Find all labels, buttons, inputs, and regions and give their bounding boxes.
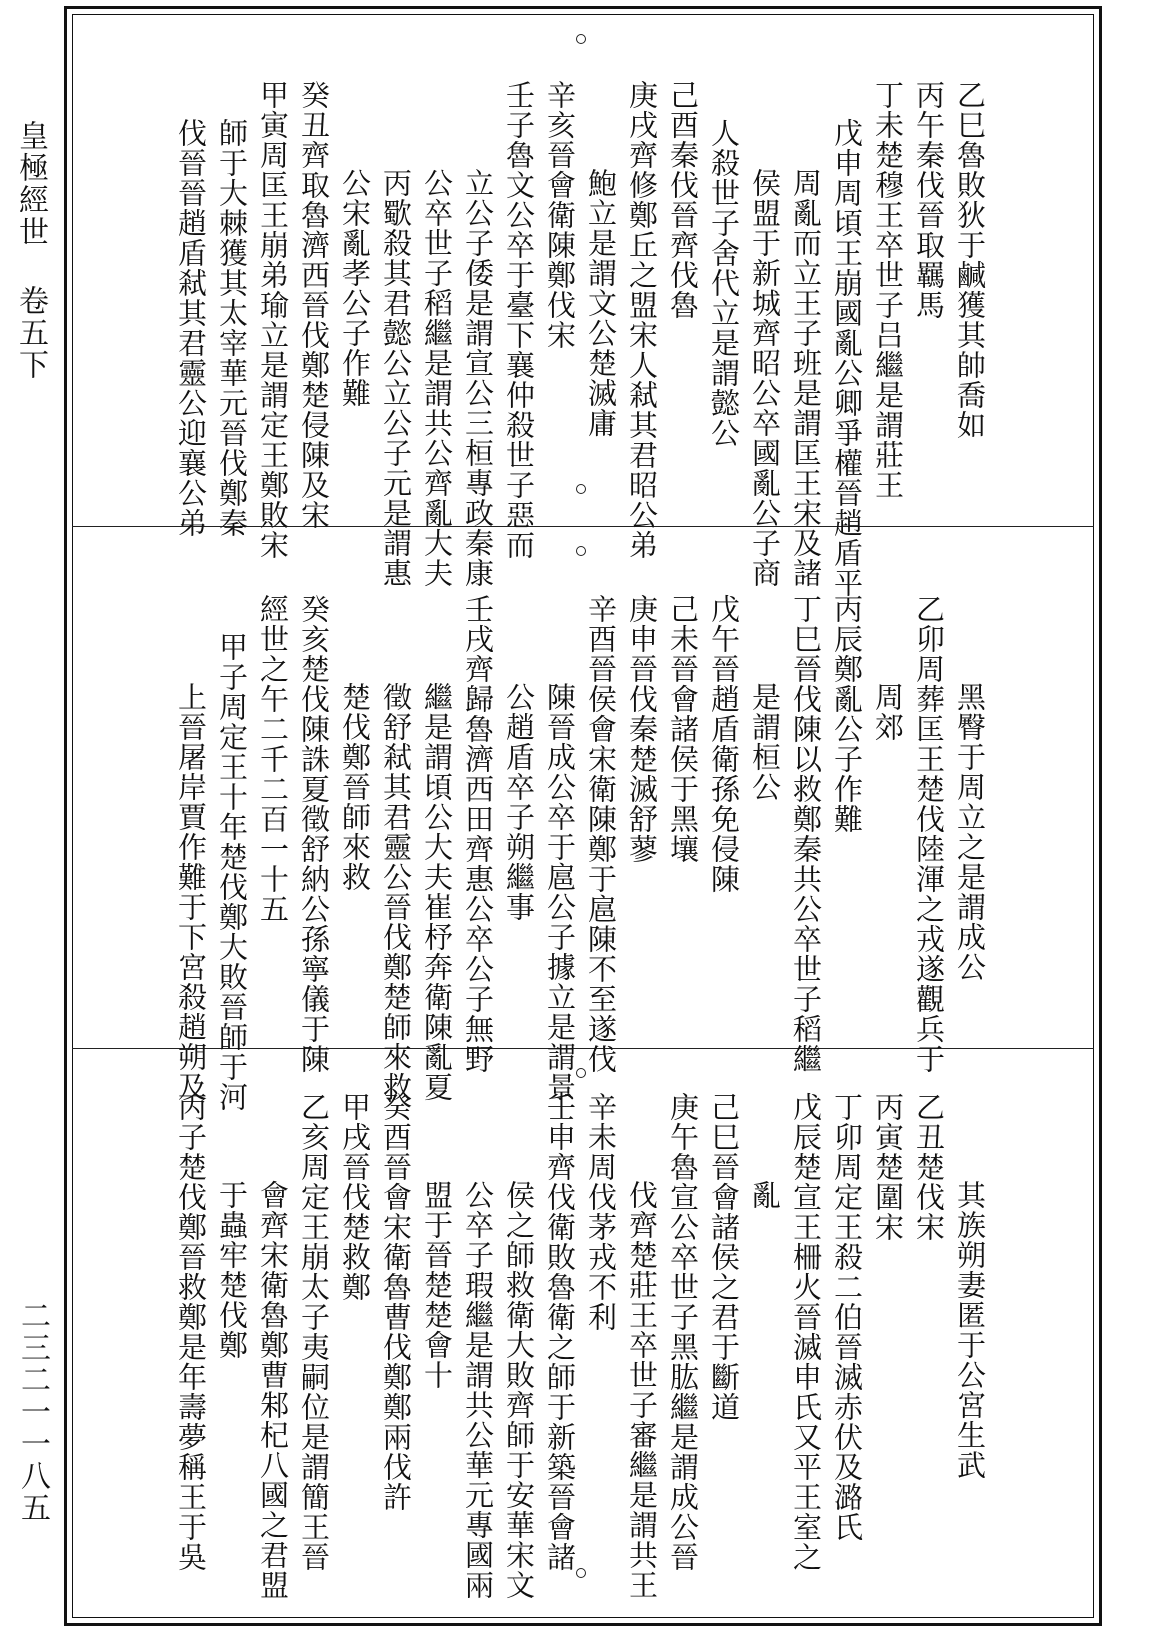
text-column: 丙子楚伐鄭晉救鄭是年壽夢稱王于吳 [174,1092,208,1572]
text-column: 庚午魯宣公卒世子黑肱繼是謂成公晉 [666,1092,700,1572]
text-column: 戊申周頃王崩國亂公卿爭權晉趙盾平 [830,118,864,598]
circle-mark [576,34,586,44]
text-column: 乙巳魯敗狄于鹹獲其帥喬如 [953,80,987,440]
text-column: 丙歜殺其君懿公立公子元是謂惠 [379,168,413,588]
text-column: 師于大棘獲其太宰華元晉伐鄭秦 [215,118,249,538]
text-column: 庚申晉伐秦楚滅舒蓼 [625,594,659,864]
text-column: 辛酉晉侯會宋衛陳鄭于扈陳不至遂伐 [584,594,618,1074]
text-column: 癸亥楚伐陳誅夏徵舒納公孫寧儀于陳 [297,594,331,1074]
text-column: 陳晉成公卒于扈公子據立是謂景 [543,682,577,1102]
text-column: 公宋亂孝公子作難 [338,168,372,408]
margin-book-title: 皇極經世 卷五下 [13,120,48,381]
text-column: 己巳晉會諸侯之君于斷道 [707,1092,741,1422]
text-column: 乙卯周葬匡王楚伐陸渾之戎遂觀兵于 [912,594,946,1074]
text-column: 人殺世子舍代立是謂懿公 [707,118,741,448]
text-column: 壬申齊伐衛敗魯衛之師于新築晉會諸 [543,1092,577,1572]
text-column: 丁未楚穆王卒世子吕繼是謂莊王 [871,80,905,500]
text-column: 經世之午二千二百一十五 [256,594,290,924]
text-column: 徵舒弒其君靈公晉伐鄭楚師來救 [379,682,413,1102]
text-column: 丁巳晉伐陳以救鄭秦共公卒世子稻繼 [789,594,823,1074]
text-column: 公卒子瑕繼是謂共公華元專國兩 [461,1180,495,1600]
text-column: 癸酉晉會宋衛魯曹伐鄭鄭兩伐許 [379,1092,413,1512]
text-column: 繼是謂頃公大夫崔杼奔衛陳亂夏 [420,682,454,1102]
text-column: 周亂而立王子班是謂匡王宋及諸 [789,168,823,588]
text-column: 甲子周定王十年楚伐鄭大敗晉師于河 [215,632,249,1112]
text-column: 甲寅周匡王崩弟瑜立是謂定王鄭敗宋 [256,80,290,560]
text-column: 己酉秦伐晉齊伐魯 [666,80,700,320]
text-column: 己未晉會諸侯于黑壤 [666,594,700,864]
text-column: 亂 [748,1180,782,1210]
text-column: 辛未周伐茅戎不利 [584,1092,618,1332]
text-column: 于蟲牢楚伐鄭 [215,1180,249,1360]
text-column: 丙午秦伐晉取羈馬 [912,80,946,320]
text-column: 伐齊楚莊王卒世子審繼是謂共王 [625,1180,659,1600]
text-column: 周郊 [871,682,905,742]
text-panel-top [110,80,990,598]
text-column: 侯盟于新城齊昭公卒國亂公子商 [748,168,782,588]
text-column: 甲戌晉伐楚救鄭 [338,1092,372,1302]
text-column: 壬子魯文公卒于臺下襄仲殺世子惡而 [502,80,536,560]
text-panel-bottom [110,1092,990,1600]
text-column: 立公子倭是謂宣公三桓專政秦康 [461,168,495,588]
text-column: 會齊宋衛魯鄭曹邾杞八國之君盟 [256,1180,290,1600]
text-column: 戊辰楚宣王柵火晉滅申氏又平王室之 [789,1092,823,1572]
text-column: 其族朔妻匿于公宮生武 [953,1180,987,1480]
text-column: 黑臀于周立之是謂成公 [953,682,987,982]
text-column: 鮑立是謂文公楚滅庸 [584,168,618,438]
text-column: 辛亥晉會衛陳鄭伐宋 [543,80,577,350]
text-column: 丁卯周定王殺二伯晉滅赤伏及潞氏 [830,1092,864,1542]
text-panel-middle [110,594,990,1112]
text-column: 乙丑楚伐宋 [912,1092,946,1242]
text-column: 伐晉晉趙盾弒其君靈公迎襄公弟 [174,118,208,538]
text-column: 庚戌齊修鄭丘之盟宋人弒其君昭公弟 [625,80,659,560]
text-column: 乙亥周定王崩太子夷嗣位是謂簡王晉 [297,1092,331,1572]
text-column: 盟于晉楚楚會十 [420,1180,454,1390]
text-column: 公趙盾卒子朔繼事 [502,682,536,922]
margin-page-number: 二三二一一八五 [15,1300,50,1524]
text-column: 戊午晉趙盾衛孫免侵陳 [707,594,741,894]
text-column: 壬戌齊歸魯濟西田齊惠公卒公子無野 [461,594,495,1074]
text-column: 丙辰鄭亂公子作難 [830,594,864,834]
text-column: 上晉屠岸賈作難于下宮殺趙朔及 [174,682,208,1102]
text-column: 癸丑齊取魯濟西晉伐鄭楚侵陳及宋 [297,80,331,530]
text-column: 公卒世子稻繼是謂共公齊亂大夫 [420,168,454,588]
text-column: 侯之師救衛大敗齊師于安華宋文 [502,1180,536,1600]
circle-mark [576,546,586,556]
text-column: 丙寅楚圍宋 [871,1092,905,1242]
text-column: 楚伐鄭晉師來救 [338,682,372,892]
text-column: 是謂桓公 [748,682,782,802]
